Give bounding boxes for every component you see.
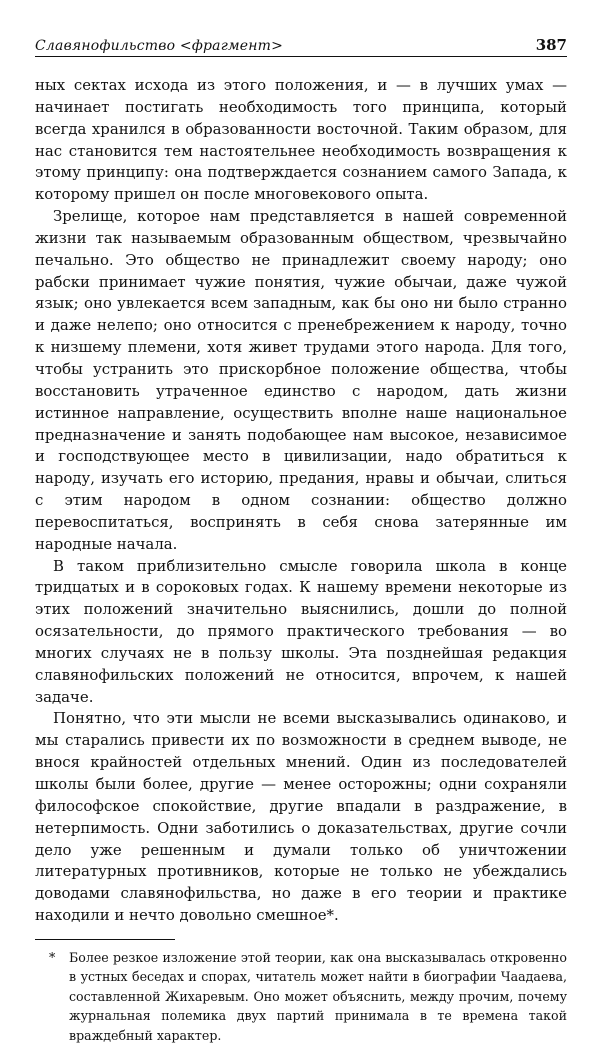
footnote: [49, 948, 567, 1045]
paragraph-4: Понятно, что эти мысли не всеми высказывались одинаково, и мы старались привести их по возможности в среднем выводе, не внося крайностей отдельных мнений. Один из последователей школы были более, другие — менее осторожны; одни сохраняли философское спокойствие, другие впадали в раздражение, в нетерпимость. Одни заботились о доказательствах, другие сочли дело уже решенным и думали только об уничтожении литературных противников, которые не только не убеждались доводами славянофильства, но даже в его теории и практике находили и нечто довольно смешное*.: [35, 709, 567, 925]
paragraph-3: В таком приблизительно смысле говорила школа в конце тридцатых и в сороковых годах. К нашему времени некоторые из этих положений значительно выяснились, дошли до полной осязательности, до прямого практического требования — во многих случаях не в пользу школы. Эта позднейшая редакция славянофильских положений не относится, впрочем, к нашей задаче.: [35, 556, 567, 706]
footnote-separator: [35, 939, 175, 940]
paragraph-1: ных сектах исхода из этого положения, и — в лучших умах — начинает постигать необходимость того принципа, который всегда хранился в образованности восточной. Таким образом, для нас становится тем настоятельнее необходимость возвращения к этому принципу: она подтверждается сознанием самого Запада, к которому пришел он после многовекового опыта.: [35, 76, 567, 204]
main-text: [35, 75, 567, 927]
paragraph-2: Зрелище, которое нам представляется в нашей современной жизни так называемым образованным обществом, чрезвычайно печально. Это общество не принадлежит своему народу; оно рабски принимает чужие понятия, чужие обычаи, даже чужой язык; оно увлекается всем западным, как бы оно ни было странно и даже нелепо; оно относится с пренебрежением к народу, точно к низшему племени, хотя живет трудами этого народа. Для того, чтобы устранить это прискорбное положение общества, чтобы восстановить утраченное единство с народом, дать жизни истинное направление, осуществить вполне наше национальное предназначение и занять подобающее нам высокое, независимое и господствующее место в цивилизации, надо обратиться к народу, изучать его историю, предания, нравы и обычаи, слиться с этим народом в одном сознании: общество должно перевоспитаться, воспринять в себя снова затерянные им народные начала.: [35, 207, 567, 553]
book-page: [35, 34, 567, 1045]
footnote-text: Более резкое изложение этой теории, как она высказывалась откровенно в устных беседах и спорах, читатель может найти в биографии Чаадаева, составленной Жихаревым. Оно может объяснить, между прочим, почему журнальная полемика двух партий принимала в те времена такой враждебный характер.: [69, 949, 567, 1043]
footnote-mark: *: [49, 949, 56, 965]
page-number: 387: [535, 36, 567, 54]
page-header: [35, 34, 567, 57]
running-title: Славянофильство <фрагмент>: [35, 38, 284, 54]
